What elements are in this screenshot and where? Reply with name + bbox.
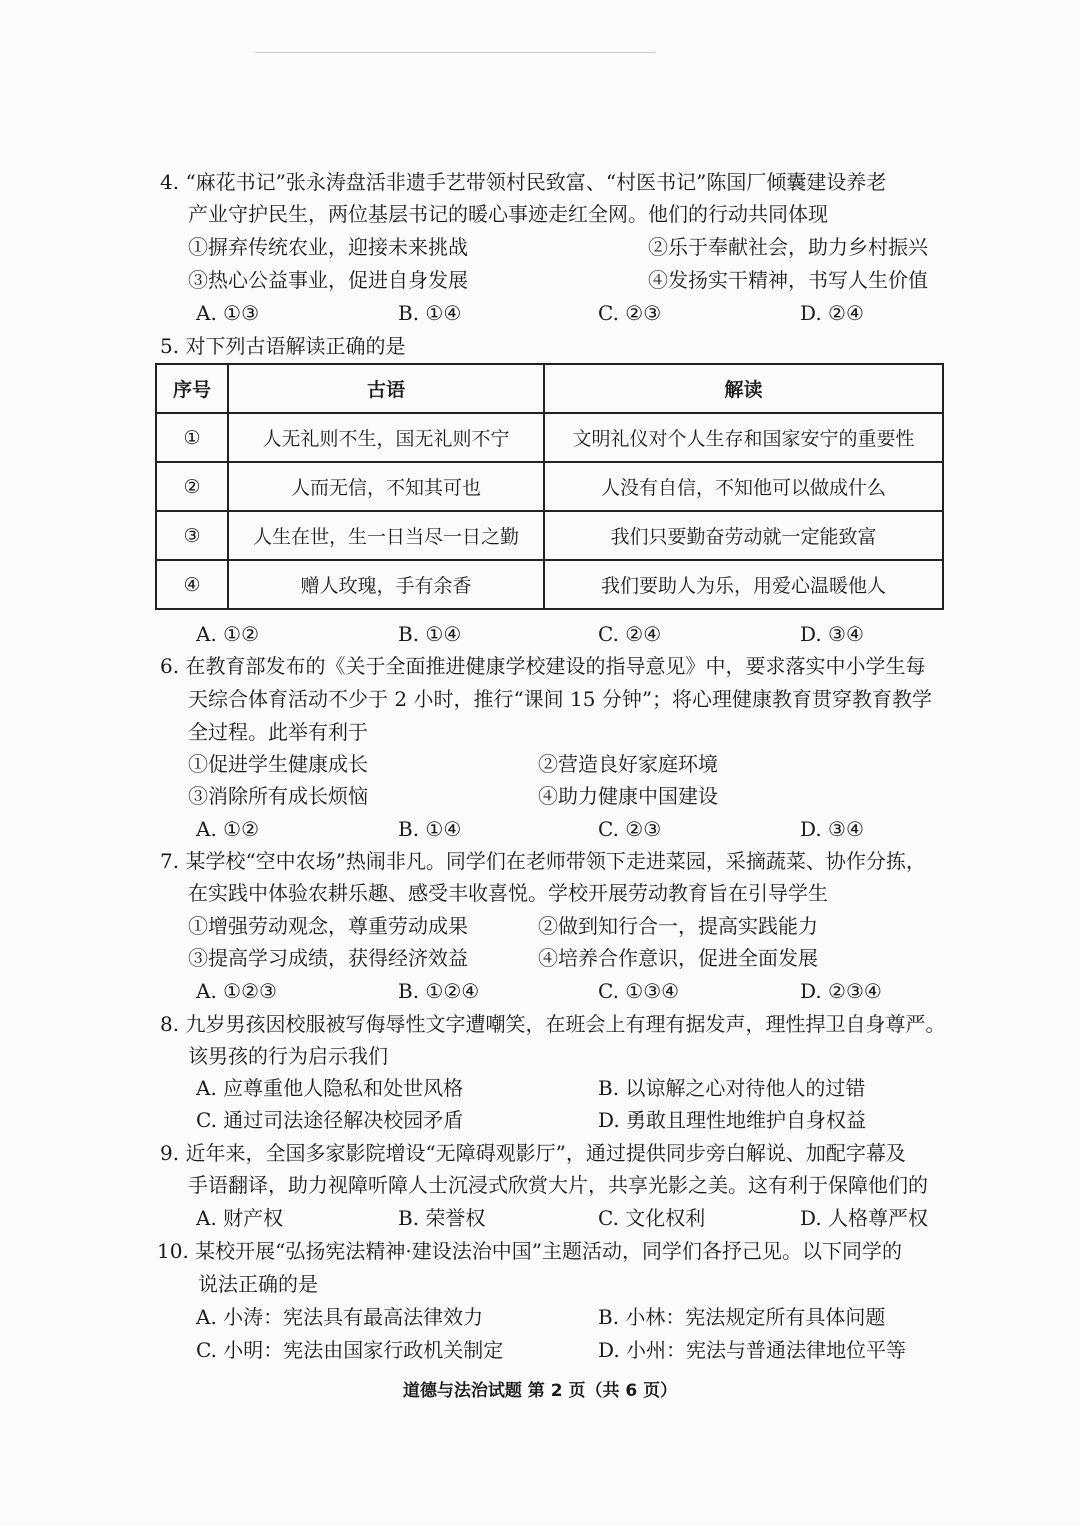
q5-cell: 人没有自信，不知他可以做成什么 (544, 462, 943, 511)
q5-cell: ① (156, 413, 228, 462)
q10-stem-line-1: 10. 某校开展“弘扬宪法精神·建设法治中国”主题活动，同学们各抒己见。以下同学的 (157, 1239, 902, 1263)
q5-header-interpretation: 解读 (544, 364, 943, 413)
q5-option-d[interactable]: D. ③④ (800, 622, 864, 646)
q6-option-c[interactable]: C. ②③ (598, 817, 662, 841)
page-footer: 道德与法治试题 第 2 页（共 6 页） (402, 1381, 678, 1401)
q9-option-a[interactable]: A. 财产权 (196, 1206, 284, 1230)
q10-option-a[interactable]: A. 小涛：宪法具有最高法律效力 (196, 1305, 484, 1329)
q4-option-d[interactable]: D. ②④ (800, 301, 864, 325)
q5-cell: ② (156, 462, 228, 511)
q5-cell: ③ (156, 511, 228, 560)
q7-item-3: ③提高学习成绩，获得经济效益 (188, 946, 468, 970)
q5-cell: 我们要助人为乐，用爱心温暖他人 (544, 560, 943, 609)
q5-option-b[interactable]: B. ①④ (398, 622, 462, 646)
q7-item-2: ②做到知行合一，提高实践能力 (538, 914, 818, 938)
q7-option-a[interactable]: A. ①②③ (196, 979, 277, 1003)
q10-option-d[interactable]: D. 小州：宪法与普通法律地位平等 (598, 1338, 907, 1362)
q9-stem-line-2: 手语翻译，助力视障听障人士沉浸式欣赏大片，共享光影之美。这有利于保障他们的 (188, 1173, 928, 1197)
q4-item-3: ③热心公益事业，促进自身发展 (188, 268, 468, 292)
q4-item-4: ④发扬实干精神，书写人生价值 (648, 268, 928, 292)
q7-option-c[interactable]: C. ①③④ (598, 979, 680, 1003)
q7-option-b[interactable]: B. ①②④ (398, 979, 480, 1003)
q9-option-b[interactable]: B. 荣誉权 (398, 1206, 486, 1230)
q6-stem-line-3: 全过程。此举有利于 (188, 720, 368, 744)
q5-option-a[interactable]: A. ①② (196, 622, 260, 646)
q5-header-saying: 古语 (228, 364, 544, 413)
q5-cell: 人无礼则不生，国无礼则不宁 (228, 413, 544, 462)
table-row (156, 413, 943, 462)
q6-item-3: ③消除所有成长烦恼 (188, 784, 368, 808)
q5-cell: 我们只要勤奋劳动就一定能致富 (544, 511, 943, 560)
q4-option-b[interactable]: B. ①④ (398, 301, 462, 325)
q5-cell: 赠人玫瑰，手有余香 (228, 560, 544, 609)
q6-option-d[interactable]: D. ③④ (800, 817, 864, 841)
q8-stem-line-1: 8. 九岁男孩因校服被写侮辱性文字遭嘲笑，在班会上有理有据发声，理性捍卫自身尊严。 (160, 1012, 946, 1036)
q7-option-d[interactable]: D. ②③④ (800, 979, 882, 1003)
q7-stem-line-2: 在实践中体验农耕乐趣、感受丰收喜悦。学校开展劳动教育旨在引导学生 (188, 881, 828, 905)
q4-option-a[interactable]: A. ①③ (196, 301, 260, 325)
q9-option-d[interactable]: D. 人格尊严权 (800, 1206, 929, 1230)
q10-option-c[interactable]: C. 小明：宪法由国家行政机关制定 (196, 1338, 504, 1362)
q4-item-1: ①摒弃传统农业，迎接未来挑战 (188, 235, 468, 259)
q9-option-c[interactable]: C. 文化权利 (598, 1206, 706, 1230)
q6-stem-line-2: 天综合体育活动不少于 2 小时，推行“课间 15 分钟”；将心理健康教育贯穿教育教学 (188, 687, 933, 711)
q7-item-4: ④培养合作意识，促进全面发展 (538, 946, 818, 970)
q6-item-2: ②营造良好家庭环境 (538, 752, 718, 776)
q9-stem-line-1: 9. 近年来，全国多家影院增设“无障碍观影厅”，通过提供同步旁白解说、加配字幕及 (160, 1141, 906, 1165)
q5-cell: 人生在世，生一日当尽一日之勤 (228, 511, 544, 560)
table-row (156, 560, 943, 609)
q8-option-c[interactable]: C. 通过司法途径解决校园矛盾 (196, 1108, 464, 1132)
q5-header-number: 序号 (156, 364, 228, 413)
q6-stem-line-1: 6. 在教育部发布的《关于全面推进健康学校建设的指导意见》中，要求落实中小学生每 (160, 654, 926, 678)
q6-item-4: ④助力健康中国建设 (538, 784, 718, 808)
q7-item-1: ①增强劳动观念，尊重劳动成果 (188, 914, 468, 938)
q8-option-b[interactable]: B. 以谅解之心对待他人的过错 (598, 1076, 866, 1100)
q7-stem-line-1: 7. 某学校“空中农场”热闹非凡。同学们在老师带领下走进菜园，采摘蔬菜、协作分拣， (160, 849, 926, 873)
q8-option-a[interactable]: A. 应尊重他人隐私和处世风格 (196, 1076, 464, 1100)
q6-item-1: ①促进学生健康成长 (188, 752, 368, 776)
table-row (156, 462, 943, 511)
q8-stem-line-2: 该男孩的行为启示我们 (188, 1044, 388, 1068)
q4-stem-line-1: 4. “麻花书记”张永涛盘活非遗手艺带领村民致富、“村医书记”陈国厂倾囊建设养老 (160, 170, 887, 194)
q5-table (155, 363, 944, 610)
q8-option-d[interactable]: D. 勇敢且理性地维护自身权益 (598, 1108, 867, 1132)
q4-stem-line-2: 产业守护民生，两位基层书记的暖心事迹走红全网。他们的行动共同体现 (188, 202, 828, 226)
q5-option-c[interactable]: C. ②④ (598, 622, 662, 646)
q5-cell: ④ (156, 560, 228, 609)
q5-cell: 人而无信，不知其可也 (228, 462, 544, 511)
q5-cell: 文明礼仪对个人生存和国家安宁的重要性 (544, 413, 943, 462)
q6-option-b[interactable]: B. ①④ (398, 817, 462, 841)
table-row (156, 511, 943, 560)
q4-item-2: ②乐于奉献社会，助力乡村振兴 (648, 235, 928, 259)
q10-option-b[interactable]: B. 小林：宪法规定所有具体问题 (598, 1305, 886, 1329)
q10-stem-line-2: 说法正确的是 (198, 1272, 318, 1296)
top-rule (255, 52, 655, 53)
q4-option-c[interactable]: C. ②③ (598, 301, 662, 325)
q5-stem: 5. 对下列古语解读正确的是 (160, 334, 406, 358)
q6-option-a[interactable]: A. ①② (196, 817, 260, 841)
